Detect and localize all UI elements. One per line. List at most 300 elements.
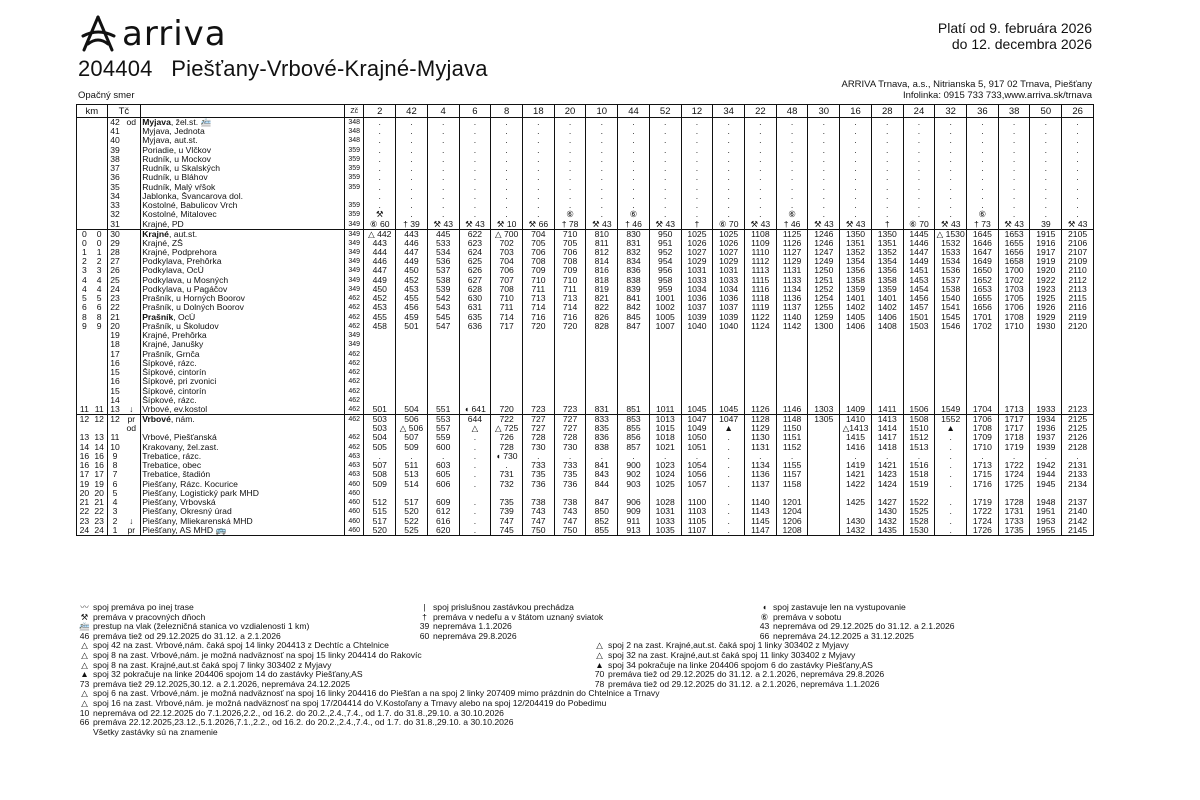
time-cell: 455 (396, 294, 428, 303)
time-cell (491, 489, 523, 498)
stop-marker (122, 322, 140, 331)
time-cell: 1929 (1030, 313, 1062, 322)
time-cell: . (998, 155, 1030, 164)
time-cell: . (649, 173, 681, 182)
zone-cell: 460 (345, 517, 364, 526)
km-cell: 11 (94, 405, 104, 414)
stop-name-label: Krajné, Prehôrka (142, 331, 207, 341)
time-cell: ⚒ 43 (935, 220, 967, 230)
time-cell: . (459, 433, 491, 442)
time-cell: 534 (427, 248, 459, 257)
zone-cell: 462 (345, 433, 364, 442)
time-cell: 1701 (967, 313, 999, 322)
time-cell: . (618, 155, 650, 164)
time-cell: . (491, 192, 523, 201)
time-cell: 1142 (776, 322, 808, 331)
time-cell: . (935, 461, 967, 470)
time-cell: 1709 (967, 433, 999, 442)
time-cell: . (903, 201, 935, 210)
time-cell (871, 331, 903, 340)
time-cell: . (649, 201, 681, 210)
stop-name (141, 229, 345, 239)
stop-marker: ↓ (129, 405, 134, 414)
time-cell: . (935, 118, 967, 128)
time-cell: 1722 (998, 461, 1030, 470)
time-cell: . (1030, 183, 1062, 192)
stop-name-label: Piešťany, Vrbovská (142, 498, 216, 508)
tc-cell (107, 424, 122, 433)
time-cell (840, 507, 872, 516)
stop-marker (122, 146, 140, 155)
time-cell: 1116 (745, 285, 777, 294)
time-cell: 507 (364, 461, 396, 470)
km-cell: 17 (77, 470, 92, 479)
time-cell: 2128 (1062, 443, 1094, 452)
time-cell: 727 (522, 424, 554, 433)
time-cell: 1107 (681, 526, 713, 536)
time-cell: 2113 (1062, 285, 1094, 294)
time-cell (808, 526, 840, 536)
stop-marker (122, 155, 140, 164)
time-cell: . (967, 136, 999, 145)
trip-header: 26 (1062, 105, 1094, 118)
time-cell: 1411 (871, 405, 903, 415)
time-cell: 520 (396, 507, 428, 516)
time-cell: . (459, 192, 491, 201)
time-cell (776, 350, 808, 359)
time-cell (649, 340, 681, 349)
time-cell: . (776, 201, 808, 210)
legend-item (591, 641, 1096, 651)
time-cell: 1525 (903, 507, 935, 516)
timetable-body (77, 118, 1094, 536)
time-cell: 1435 (871, 526, 903, 536)
time-cell: . (586, 201, 618, 210)
time-cell: . (522, 183, 554, 192)
tc-cell: 31 (107, 220, 122, 230)
time-cell: 714 (554, 303, 586, 312)
zone-cell: 460 (345, 498, 364, 507)
tc-cell: 11 (107, 433, 122, 442)
time-cell: . (1030, 136, 1062, 145)
time-cell (396, 387, 428, 396)
timetable-row (77, 350, 1094, 359)
time-cell: . (459, 480, 491, 489)
time-cell: . (935, 498, 967, 507)
km-cell: 22 (77, 507, 92, 516)
time-cell: . (522, 164, 554, 173)
time-cell: 709 (554, 266, 586, 275)
time-cell (491, 377, 523, 386)
time-cell (681, 340, 713, 349)
stop-marker: od (126, 117, 137, 127)
zone-cell: 349 (345, 276, 364, 285)
time-cell: 1545 (935, 313, 967, 322)
time-cell (935, 340, 967, 349)
time-cell: . (491, 173, 523, 182)
time-cell: 710 (522, 276, 554, 285)
time-cell (1062, 387, 1094, 396)
time-cell: . (903, 164, 935, 173)
time-cell: 1029 (681, 257, 713, 266)
time-cell: 1652 (967, 276, 999, 285)
time-cell: 1018 (649, 433, 681, 442)
time-cell (522, 331, 554, 340)
time-cell (554, 377, 586, 386)
time-cell (554, 340, 586, 349)
time-cell: 711 (491, 303, 523, 312)
stop-marker: pr (122, 526, 140, 536)
time-cell: 630 (459, 294, 491, 303)
time-cell: 1432 (871, 517, 903, 526)
timetable (76, 104, 1094, 536)
time-cell: . (681, 155, 713, 164)
time-cell: 855 (618, 424, 650, 433)
time-cell: ▲ (713, 424, 745, 433)
time-cell: . (713, 127, 745, 136)
time-cell: 1518 (903, 470, 935, 479)
timetable-row (77, 248, 1094, 257)
time-cell: 720 (554, 322, 586, 331)
time-cell: 1246 (808, 239, 840, 248)
km-header: km (77, 105, 108, 118)
time-cell: 1733 (998, 517, 1030, 526)
time-cell: 1704 (967, 405, 999, 415)
stop-name-label: Myjava (142, 117, 171, 127)
time-cell: 1155 (776, 461, 808, 470)
legend-item (416, 622, 756, 632)
time-cell: . (713, 210, 745, 219)
time-cell: 750 (522, 526, 554, 536)
time-cell: . (935, 173, 967, 182)
time-cell: 623 (459, 239, 491, 248)
time-cell: . (586, 136, 618, 145)
zone-cell: 460 (345, 507, 364, 516)
time-cell: . (903, 192, 935, 201)
time-cell: 1710 (967, 443, 999, 452)
time-cell: † 78 (554, 220, 586, 230)
legend-item (416, 613, 756, 623)
time-cell: 826 (586, 313, 618, 322)
time-cell: 702 (491, 239, 523, 248)
legend-item (76, 680, 591, 690)
time-cell (903, 368, 935, 377)
time-cell: 1303 (808, 405, 840, 415)
time-cell (967, 387, 999, 396)
legend-row (76, 603, 1096, 613)
time-cell: 616 (427, 517, 459, 526)
km-cell: 1 (77, 248, 92, 257)
time-cell: 1933 (1030, 405, 1062, 415)
time-cell: 1702 (998, 276, 1030, 285)
time-cell: 507 (396, 433, 428, 442)
stop-name (141, 201, 345, 210)
legend-row (76, 699, 1096, 709)
legend-item (76, 603, 416, 613)
time-cell: 503 (364, 424, 396, 433)
time-cell: 733 (522, 461, 554, 470)
time-cell: 1035 (649, 526, 681, 536)
stop-marker (122, 192, 140, 201)
time-cell: . (871, 155, 903, 164)
stop-name (141, 405, 345, 415)
stop-name-label: Piešťany, Rázc. Kocurice (142, 479, 238, 489)
time-cell (396, 489, 428, 498)
stop-name (141, 322, 345, 331)
time-cell: 1735 (998, 526, 1030, 536)
time-cell: . (364, 136, 396, 145)
time-cell: . (840, 127, 872, 136)
stop-marker (122, 489, 140, 498)
time-cell: 517 (364, 517, 396, 526)
km-cell: 23 (77, 517, 92, 526)
time-cell: 1356 (840, 266, 872, 275)
time-cell: 1109 (745, 239, 777, 248)
time-cell (967, 359, 999, 368)
time-cell: 512 (364, 498, 396, 507)
time-cell: ⚒ (364, 210, 396, 219)
zone-cell: 460 (345, 526, 364, 536)
time-cell: 1358 (840, 276, 872, 285)
timetable-row (77, 331, 1094, 340)
km-cell (92, 173, 107, 182)
stop-name-label: Šípkové, cintorín (142, 368, 207, 378)
legend-item (76, 641, 591, 651)
zone-cell (345, 424, 364, 433)
km-cell (77, 173, 92, 182)
time-cell: . (967, 118, 999, 128)
time-cell: 1305 (808, 415, 840, 425)
time-cell (903, 350, 935, 359)
stop-marker (122, 183, 140, 192)
time-cell: 1259 (808, 313, 840, 322)
legend-item (76, 613, 416, 623)
time-cell: 818 (586, 276, 618, 285)
time-cell: 620 (427, 526, 459, 536)
time-cell: 1208 (776, 526, 808, 536)
zone-cell: 359 (345, 201, 364, 210)
time-cell (967, 489, 999, 498)
time-cell: 2125 (1062, 415, 1094, 425)
stop-marker: pr (122, 415, 140, 425)
timetable-row (77, 452, 1094, 461)
stop-name (141, 498, 345, 507)
time-cell: 745 (491, 526, 523, 536)
zone-cell: 349 (345, 239, 364, 248)
stop-name-label: Podkylava, u Mosných (142, 275, 229, 285)
time-cell: 811 (586, 239, 618, 248)
stop-name (141, 517, 345, 526)
time-cell: 1026 (713, 239, 745, 248)
time-cell: 600 (427, 443, 459, 452)
trip-header: 22 (745, 105, 777, 118)
time-cell: . (840, 118, 872, 128)
time-cell: 450 (396, 266, 428, 275)
time-cell: 728 (491, 443, 523, 452)
time-cell: . (840, 201, 872, 210)
time-cell: . (935, 507, 967, 516)
time-cell (364, 489, 396, 498)
stop-marker (122, 433, 140, 442)
time-cell (745, 359, 777, 368)
legend-row (76, 728, 1096, 738)
zone-cell: 462 (345, 387, 364, 396)
tc-cell: 38 (107, 155, 122, 164)
time-cell: 506 (396, 415, 428, 425)
route-name: Piešťany-Vrbové-Krajné-Myjava (171, 56, 488, 81)
trip-header: 2 (364, 105, 396, 118)
time-cell: . (808, 201, 840, 210)
time-cell: 1532 (935, 239, 967, 248)
time-cell (745, 377, 777, 386)
km-cell (77, 340, 92, 349)
time-cell: . (871, 192, 903, 201)
time-cell: . (1062, 173, 1094, 182)
stop-marker (122, 461, 140, 470)
time-cell: . (491, 136, 523, 145)
timetable-row (77, 127, 1094, 136)
time-cell: 1647 (967, 248, 999, 257)
time-cell (808, 340, 840, 349)
stop-name-label: Podkylava, u Pagáčov (142, 284, 228, 294)
time-cell: 1708 (998, 313, 1030, 322)
time-cell (459, 350, 491, 359)
time-cell: 1408 (871, 322, 903, 331)
zone-cell: 348 (345, 118, 364, 128)
stop-name-label: Krajné, Janušky (142, 340, 204, 350)
time-cell: 1726 (967, 526, 999, 536)
time-cell (967, 396, 999, 405)
time-cell: 447 (364, 266, 396, 275)
tc-cell: 24 (107, 285, 122, 294)
time-cell (871, 359, 903, 368)
time-cell (808, 498, 840, 507)
time-cell: . (491, 146, 523, 155)
time-cell: 1246 (808, 229, 840, 239)
time-cell (491, 340, 523, 349)
time-cell (871, 396, 903, 405)
time-cell: 1051 (681, 443, 713, 452)
stop-marker: od (126, 424, 137, 434)
time-cell (586, 489, 618, 498)
time-cell: . (649, 210, 681, 219)
time-cell: . (554, 127, 586, 136)
time-cell: . (459, 173, 491, 182)
time-cell: . (522, 118, 554, 128)
time-cell: . (618, 136, 650, 145)
timetable-row (77, 285, 1094, 294)
arriva-logo-icon (78, 14, 118, 54)
trip-header: 44 (618, 105, 650, 118)
legend-symbol: 78 (594, 679, 605, 689)
tc-cell: 8 (107, 461, 122, 470)
time-cell: 1128 (745, 415, 777, 425)
time-cell: 1934 (1030, 415, 1062, 425)
time-cell (554, 368, 586, 377)
time-cell: ⑥ (618, 210, 650, 219)
time-cell: 538 (427, 276, 459, 285)
km-cell: 3 (77, 266, 92, 275)
time-cell: . (681, 210, 713, 219)
time-cell: . (871, 146, 903, 155)
time-cell: . (713, 443, 745, 452)
time-cell (618, 350, 650, 359)
km-cell (77, 396, 92, 405)
timetable-row (77, 192, 1094, 201)
time-cell (522, 340, 554, 349)
timetable-row (77, 136, 1094, 145)
stop-name-label: Piešťany, AS MHD 🚌 (142, 525, 227, 535)
legend-item (76, 699, 1096, 709)
trip-header: 24 (903, 105, 935, 118)
time-cell: 1021 (649, 443, 681, 452)
km-cell: 13 (94, 433, 104, 443)
km-cell (92, 350, 107, 359)
time-cell: 1036 (713, 294, 745, 303)
km-cell (92, 183, 107, 192)
time-cell: 723 (522, 405, 554, 415)
time-cell: . (935, 164, 967, 173)
tc-cell: 9 (107, 452, 122, 461)
time-cell: 1451 (903, 266, 935, 275)
time-cell: . (1030, 127, 1062, 136)
zone-cell: 462 (345, 377, 364, 386)
legend-symbol: △ (81, 650, 88, 660)
stop-marker (122, 443, 140, 452)
time-cell: 1133 (776, 276, 808, 285)
time-cell: 1134 (776, 285, 808, 294)
zone-cell: 462 (345, 359, 364, 368)
time-cell (396, 350, 428, 359)
time-cell (1030, 368, 1062, 377)
stop-name-label: Trebatice, rázc. (142, 451, 202, 461)
time-cell (808, 387, 840, 396)
legend-item (76, 651, 591, 661)
time-cell (491, 331, 523, 340)
time-cell: . (871, 452, 903, 461)
time-cell: . (586, 127, 618, 136)
time-cell: . (713, 498, 745, 507)
time-cell: . (396, 118, 428, 128)
km-cell (77, 359, 92, 368)
time-cell: . (396, 183, 428, 192)
time-cell: . (1030, 155, 1062, 164)
legend-text: premáva v sobotu (773, 612, 842, 622)
stop-name (141, 396, 345, 405)
timetable-row (77, 387, 1094, 396)
time-cell: 1204 (776, 507, 808, 516)
stop-name-label: Prašník, u Horných Boorov (142, 294, 245, 304)
time-cell: 1925 (1030, 294, 1062, 303)
time-cell: △ 725 (491, 424, 523, 433)
time-cell (459, 340, 491, 349)
km-cell: 4 (77, 276, 92, 285)
legend-symbol: △ (81, 689, 88, 699)
time-cell: . (586, 155, 618, 164)
km-cell (92, 164, 107, 173)
stop-name (141, 266, 345, 275)
time-cell: . (776, 183, 808, 192)
time-cell: 1724 (998, 470, 1030, 479)
time-cell: 504 (364, 433, 396, 442)
time-cell (554, 396, 586, 405)
time-cell: 1719 (967, 498, 999, 507)
km-cell (77, 201, 92, 210)
time-cell: 1534 (935, 257, 967, 266)
time-cell (427, 331, 459, 340)
time-cell: . (935, 526, 967, 536)
time-cell: 847 (586, 498, 618, 507)
